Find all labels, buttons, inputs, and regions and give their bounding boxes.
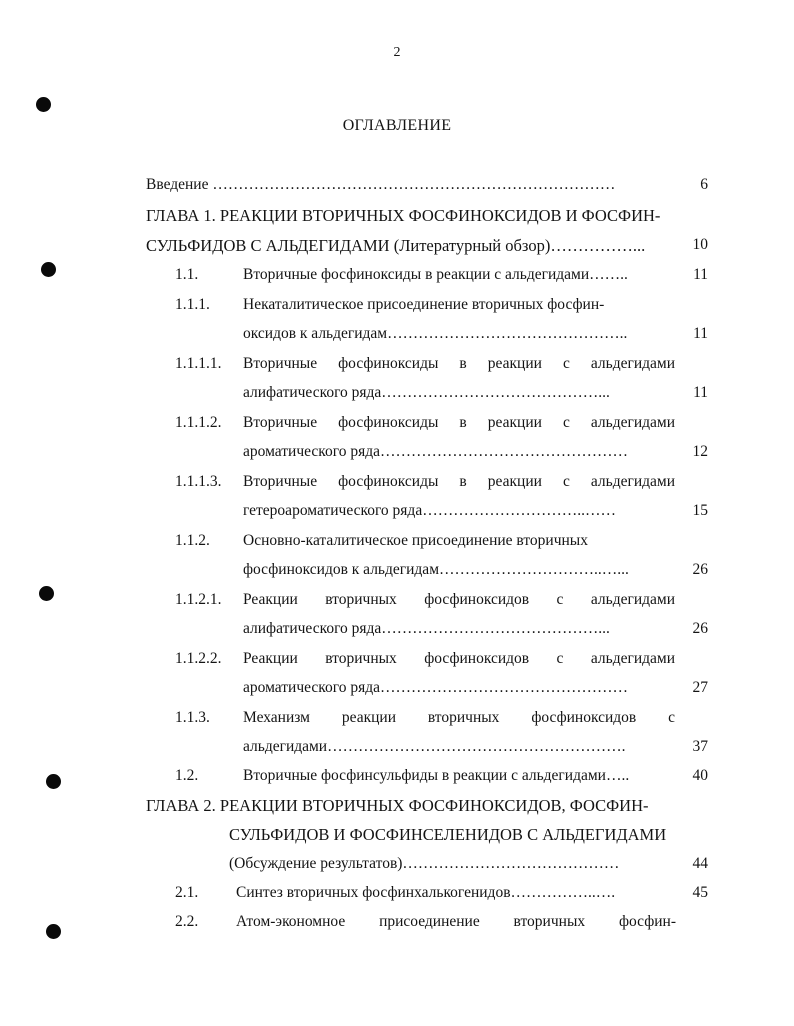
toc-page-number: 10	[692, 236, 708, 253]
toc-page-number: 15	[692, 502, 708, 519]
toc-entry-text: Вторичные фосфиноксиды в реакции с альдегидами	[243, 355, 675, 372]
toc-section-number: 1.1.	[175, 266, 199, 283]
toc-entry-text: Атом-экономное присоединение вторичных фосфин-	[236, 913, 676, 930]
toc-entry-text: СУЛЬФИДОВ С АЛЬДЕГИДАМИ (Литературный обзор)……………...	[146, 236, 646, 255]
toc-page-number: 37	[692, 738, 708, 755]
toc-section-number: 1.2.	[175, 767, 199, 784]
toc-page-number: 26	[692, 561, 708, 578]
toc-entry-text: Вторичные фосфиноксиды в реакции с альдегидами	[243, 473, 675, 490]
toc-section-number: 1.1.3.	[175, 709, 210, 726]
toc-page-number: 6	[700, 176, 708, 193]
toc-entry-text: гетероароматического ряда…………………………..……	[243, 502, 616, 519]
toc-entry-text: Синтез вторичных фосфинхалькогенидов……………..….	[236, 884, 616, 901]
toc-entry-text: Реакции вторичных фосфиноксидов с альдегидами	[243, 650, 675, 667]
toc-page-number: 11	[693, 384, 708, 401]
toc-section-number: 1.1.1.	[175, 296, 210, 313]
toc-entry-text: ароматического ряда…………………………………………	[243, 679, 629, 696]
page-title: ОГЛАВЛЕНИЕ	[342, 117, 452, 134]
toc-section-number: 2.2.	[175, 913, 199, 930]
toc-entry-text: оксидов к альдегидам………………………………………..	[243, 325, 628, 342]
toc-entry-text: альдегидами………………………………………………….	[243, 738, 626, 755]
toc-entry-text: (Обсуждение результатов)……………………………………	[229, 855, 620, 872]
toc-page-number: 11	[693, 325, 708, 342]
toc-entry-text: алифатического ряда……………………………………...	[243, 384, 610, 401]
toc-section-number: 2.1.	[175, 884, 199, 901]
toc-section-number: 1.1.2.2.	[175, 650, 222, 667]
toc-entry-text: Некаталитическое присоединение вторичных фосфин-	[243, 296, 605, 313]
toc-entry-text: фосфиноксидов к альдегидам…………………………..…...	[243, 561, 629, 578]
punch-hole	[39, 586, 54, 601]
toc-section-number: 1.1.1.1.	[175, 355, 222, 372]
toc-entry-text: ароматического ряда…………………………………………	[243, 443, 629, 460]
toc-entry-text: Механизм реакции вторичных фосфиноксидов с	[243, 709, 675, 726]
toc-entry-text: Вторичные фосфиноксиды в реакции с альдегидами……..	[243, 266, 628, 283]
toc-entry-text: Основно-каталитическое присоединение вторичных	[243, 532, 588, 549]
toc-page-number: 45	[692, 884, 708, 901]
toc-page-number: 27	[692, 679, 708, 696]
toc-entry-text: СУЛЬФИДОВ И ФОСФИНСЕЛЕНИДОВ С АЛЬДЕГИДАМИ	[229, 825, 667, 844]
toc-section-number: 1.1.1.3.	[175, 473, 222, 490]
punch-hole	[41, 262, 56, 277]
toc-page-number: 12	[692, 443, 708, 460]
toc-entry-text: алифатического ряда……………………………………...	[243, 620, 610, 637]
toc-entry-text: Вторичные фосфиноксиды в реакции с альдегидами	[243, 414, 675, 431]
toc-entry-text: ГЛАВА 2. РЕАКЦИИ ВТОРИЧНЫХ ФОСФИНОКСИДОВ, ФОСФИН-	[146, 796, 649, 815]
toc-page-number: 11	[693, 266, 708, 283]
page-number: 2	[393, 45, 401, 60]
toc-section-number: 1.1.2.	[175, 532, 210, 549]
toc-entry-text: ГЛАВА 1. РЕАКЦИИ ВТОРИЧНЫХ ФОСФИНОКСИДОВ И ФОСФИН-	[146, 206, 661, 225]
toc-page-number: 26	[692, 620, 708, 637]
toc-page-number: 44	[692, 855, 708, 872]
punch-hole	[46, 774, 61, 789]
toc-entry-text: Реакции вторичных фосфиноксидов с альдегидами	[243, 591, 675, 608]
toc-section-number: 1.1.1.2.	[175, 414, 222, 431]
toc-section-number: 1.1.2.1.	[175, 591, 222, 608]
punch-hole	[46, 924, 61, 939]
toc-page-number: 40	[692, 767, 708, 784]
toc-entry-text: Введение ……………………………………………………………………	[146, 176, 616, 193]
punch-hole	[36, 97, 51, 112]
toc-entry-text: Вторичные фосфинсульфиды в реакции с альдегидами…..	[243, 767, 630, 784]
